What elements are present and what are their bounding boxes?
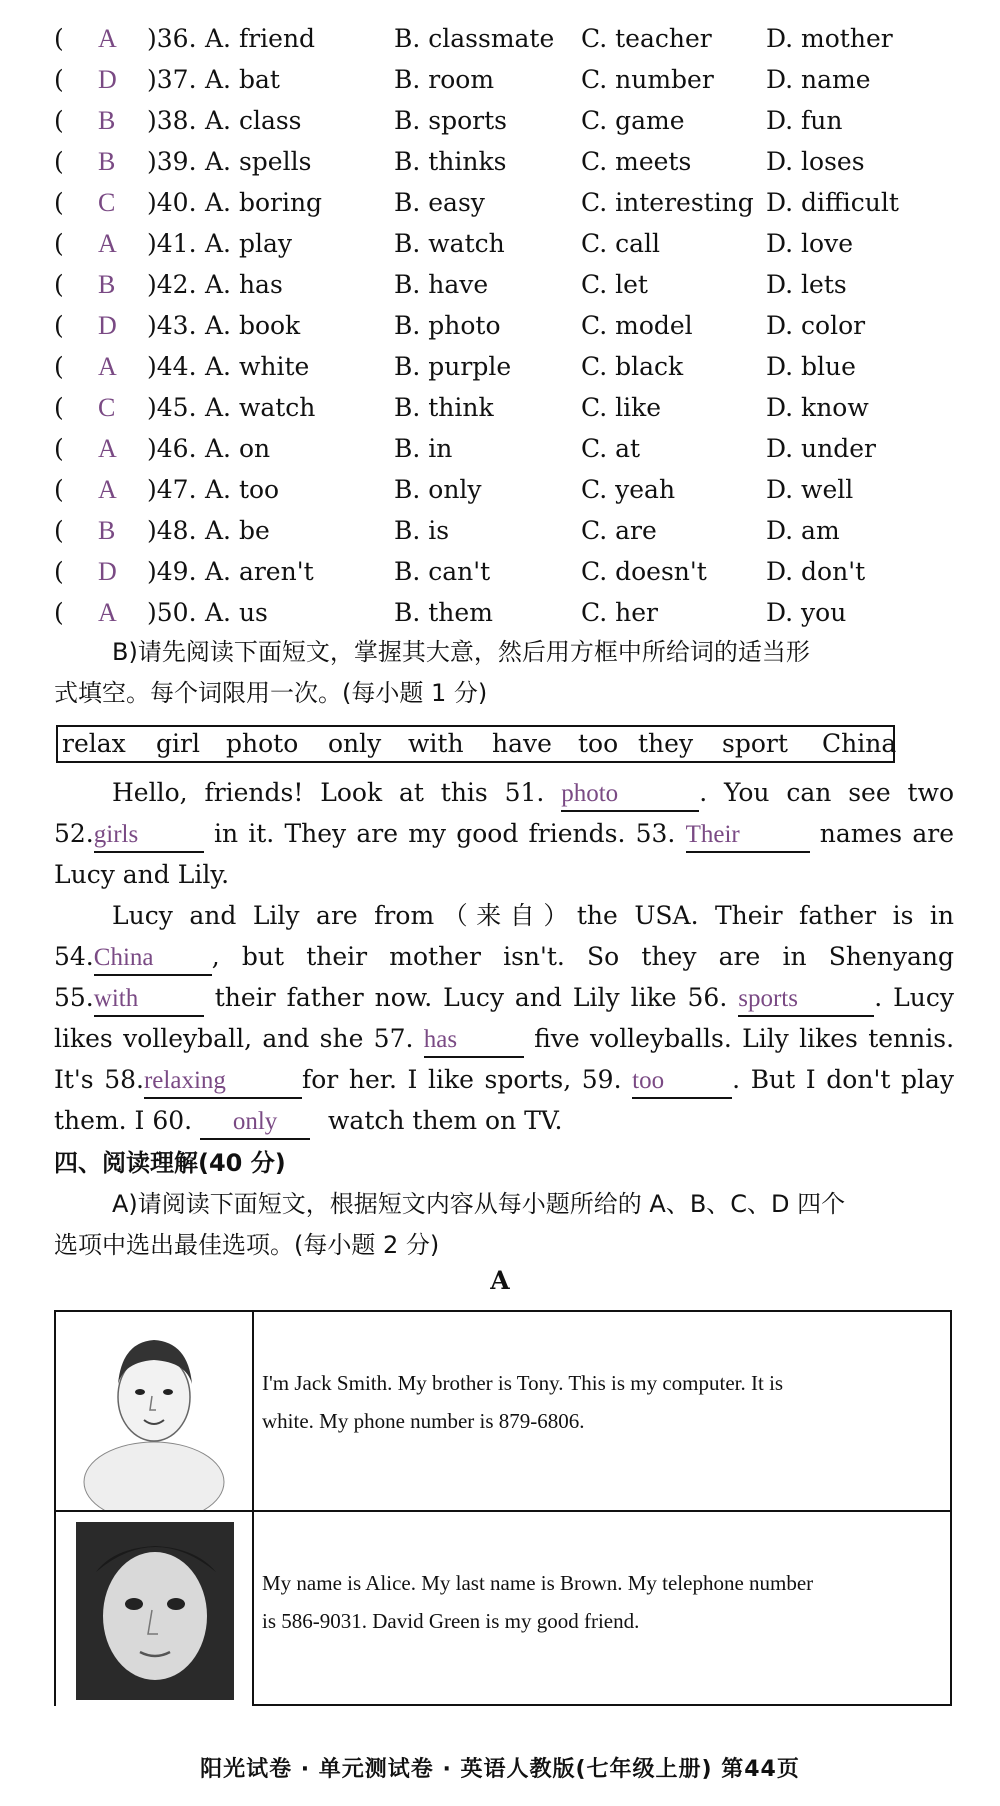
option-a: A. watch (205, 393, 316, 422)
answer-blank: photo (561, 778, 699, 812)
option-b: B. room (394, 65, 495, 94)
answer-blank: only (200, 1106, 310, 1140)
answer-mark: D (98, 557, 117, 586)
question-number: )49. (147, 557, 197, 586)
paren-open: ( (54, 65, 64, 94)
question-row (54, 101, 964, 141)
page-footer: 阳光试卷 · 单元测试卷 · 英语人教版(七年级上册) 第44页 (200, 1757, 800, 1782)
answer-mark: A (98, 475, 117, 504)
option-c: C. game (581, 106, 685, 135)
profile-text: I'm Jack Smith. My brother is Tony. This is my computer. It is white. My phone number is 879-6806. (262, 1371, 784, 1433)
answer-mark: A (98, 229, 117, 258)
answer-mark: A (98, 24, 117, 53)
option-d: D. under (766, 434, 876, 463)
question-number: )45. (147, 393, 197, 422)
question-row (54, 19, 964, 59)
question-row (54, 429, 964, 469)
word-box-item: have (492, 729, 552, 758)
option-c: C. her (581, 598, 658, 627)
option-d: D. know (766, 393, 869, 422)
word-box-item: with (408, 729, 464, 758)
question-row (54, 60, 964, 100)
passage-line: them. I 60. only watch them on TV. (54, 1100, 954, 1141)
option-b: B. photo (394, 311, 501, 340)
question-row (54, 552, 964, 592)
passage-label: A (490, 1266, 510, 1295)
paren-open: ( (54, 557, 64, 586)
question-number: )37. (147, 65, 197, 94)
answer-blank: has (424, 1024, 524, 1058)
option-d: D. well (766, 475, 854, 504)
boy-photo (56, 1312, 252, 1510)
question-row (54, 306, 964, 346)
option-d: D. fun (766, 106, 843, 135)
option-d: D. love (766, 229, 854, 258)
question-number: )46. (147, 434, 197, 463)
word-box (56, 725, 895, 763)
paren-open: ( (54, 24, 64, 53)
option-d: D. difficult (766, 188, 899, 217)
question-number: )48. (147, 516, 197, 545)
option-b: B. have (394, 270, 489, 299)
word-box-item: too (578, 729, 619, 758)
word-box-item: relax (62, 729, 126, 758)
option-d: D. loses (766, 147, 865, 176)
paren-open: ( (54, 147, 64, 176)
passage-line: Hello, friends! Look at this 51. photo . You can see two (112, 772, 954, 813)
paren-open: ( (54, 188, 64, 217)
option-b: B. is (394, 516, 450, 545)
passage-line: 54.China , but their mother isn't. So they are in Shenyang (54, 936, 954, 977)
option-c: C. teacher (581, 24, 712, 53)
answer-blank: Their (686, 819, 810, 853)
answer-mark: A (98, 434, 117, 463)
answer-blank: relaxing (144, 1065, 302, 1099)
option-d: D. mother (766, 24, 893, 53)
option-c: C. meets (581, 147, 692, 176)
passage-line: Lucy and Lily. (54, 860, 230, 889)
option-a: A. play (205, 229, 292, 258)
question-number: )44. (147, 352, 197, 381)
paren-open: ( (54, 598, 64, 627)
answer-mark: A (98, 598, 117, 627)
answer-blank: too (632, 1065, 732, 1099)
option-b: B. thinks (394, 147, 507, 176)
question-row (54, 183, 964, 223)
option-a: A. us (205, 598, 268, 627)
option-c: C. interesting (581, 188, 754, 217)
option-c: C. doesn't (581, 557, 707, 586)
option-d: D. you (766, 598, 847, 627)
question-row (54, 388, 964, 428)
option-c: C. let (581, 270, 648, 299)
question-number: )41. (147, 229, 197, 258)
answer-mark: B (98, 106, 116, 135)
word-box-item: they (638, 729, 694, 758)
passage-line: It's 58.relaxing for her. I like sports, 59. too . But I don't play (54, 1059, 954, 1100)
question-number: )43. (147, 311, 197, 340)
answer-mark: D (98, 311, 117, 340)
answer-mark: B (98, 147, 116, 176)
paren-open: ( (54, 229, 64, 258)
option-b: B. watch (394, 229, 505, 258)
answer-blank: China (94, 942, 212, 976)
question-row (54, 511, 964, 551)
option-d: D. lets (766, 270, 847, 299)
question-number: )40. (147, 188, 197, 217)
paren-open: ( (54, 516, 64, 545)
paren-open: ( (54, 270, 64, 299)
option-d: D. name (766, 65, 871, 94)
option-b: B. can't (394, 557, 491, 586)
option-d: D. color (766, 311, 866, 340)
word-box-item: sport (722, 729, 788, 758)
option-c: C. black (581, 352, 684, 381)
section-b-instruction: B)请先阅读下面短文，掌握其大意，然后用方框中所给词的适当形 式填空。每个词限用一次。(每小题 1 分) (54, 638, 810, 707)
option-a: A. be (205, 516, 270, 545)
answer-mark: B (98, 516, 116, 545)
answer-mark: C (98, 393, 116, 422)
option-a: A. aren't (205, 557, 314, 586)
option-b: B. them (394, 598, 493, 627)
option-c: C. call (581, 229, 661, 258)
option-b: B. sports (394, 106, 507, 135)
question-number: )36. (147, 24, 197, 53)
question-row (54, 224, 964, 264)
question-number: )50. (147, 598, 197, 627)
question-number: )42. (147, 270, 197, 299)
girl-photo (56, 1512, 252, 1706)
answer-mark: D (98, 65, 117, 94)
passage-line: 55.with their father now. Lucy and Lily like 56. sports . Lucy (54, 977, 954, 1018)
option-a: A. has (205, 270, 283, 299)
option-a: A. on (205, 434, 271, 463)
paren-open: ( (54, 475, 64, 504)
option-c: C. are (581, 516, 657, 545)
question-row (54, 347, 964, 387)
option-b: B. purple (394, 352, 512, 381)
paren-open: ( (54, 352, 64, 381)
paren-open: ( (54, 311, 64, 340)
option-b: B. only (394, 475, 482, 504)
word-box-item: only (328, 729, 382, 758)
option-a: A. book (205, 311, 301, 340)
option-a: A. friend (205, 24, 316, 53)
passage-line: likes volleyball, and she 57. has five volleyballs. Lily likes tennis. (54, 1018, 954, 1059)
profile-table (54, 1310, 952, 1706)
profile-text: My name is Alice. My last name is Brown. My telephone number is 586-9031. David Green is my good friend. (262, 1571, 814, 1633)
word-box-item: photo (226, 729, 299, 758)
question-row (54, 470, 964, 510)
photo-cell (56, 1312, 254, 1510)
paren-open: ( (54, 106, 64, 135)
passage-line: Lucy and Lily are from（来自）the USA. Their father is in (112, 901, 954, 930)
question-number: )47. (147, 475, 197, 504)
option-c: C. like (581, 393, 662, 422)
photo-cell (56, 1512, 254, 1706)
option-a: A. class (205, 106, 302, 135)
option-c: C. number (581, 65, 714, 94)
paren-open: ( (54, 434, 64, 463)
question-number: )38. (147, 106, 197, 135)
section-4-title: 四、阅读理解(40 分) (54, 1149, 286, 1177)
question-row (54, 593, 964, 633)
word-box-item: girl (156, 729, 200, 758)
paren-open: ( (54, 393, 64, 422)
answer-mark: A (98, 352, 117, 381)
option-a: A. bat (205, 65, 280, 94)
option-a: A. boring (205, 188, 323, 217)
option-c: C. yeah (581, 475, 676, 504)
option-c: C. model (581, 311, 693, 340)
answer-blank: girls (94, 819, 204, 853)
option-b: B. classmate (394, 24, 555, 53)
option-d: D. am (766, 516, 840, 545)
passage-line: 52.girls in it. They are my good friends. 53. Their names are (54, 813, 954, 854)
answer-mark: C (98, 188, 116, 217)
answer-blank: sports (738, 983, 874, 1017)
option-a: A. white (205, 352, 310, 381)
option-d: D. blue (766, 352, 856, 381)
answer-blank: with (94, 983, 204, 1017)
question-number: )39. (147, 147, 197, 176)
word-box-item: China (822, 729, 897, 758)
question-row (54, 265, 964, 305)
option-a: A. spells (205, 147, 312, 176)
option-d: D. don't (766, 557, 866, 586)
option-a: A. too (205, 475, 280, 504)
question-row (54, 142, 964, 182)
option-b: B. think (394, 393, 494, 422)
option-b: B. in (394, 434, 453, 463)
option-b: B. easy (394, 188, 485, 217)
option-c: C. at (581, 434, 641, 463)
section-4-instruction: A)请阅读下面短文，根据短文内容从每小题所给的 A、B、C、D 四个 选项中选出最佳选项。(每小题 2 分) (54, 1190, 846, 1259)
answer-mark: B (98, 270, 116, 299)
